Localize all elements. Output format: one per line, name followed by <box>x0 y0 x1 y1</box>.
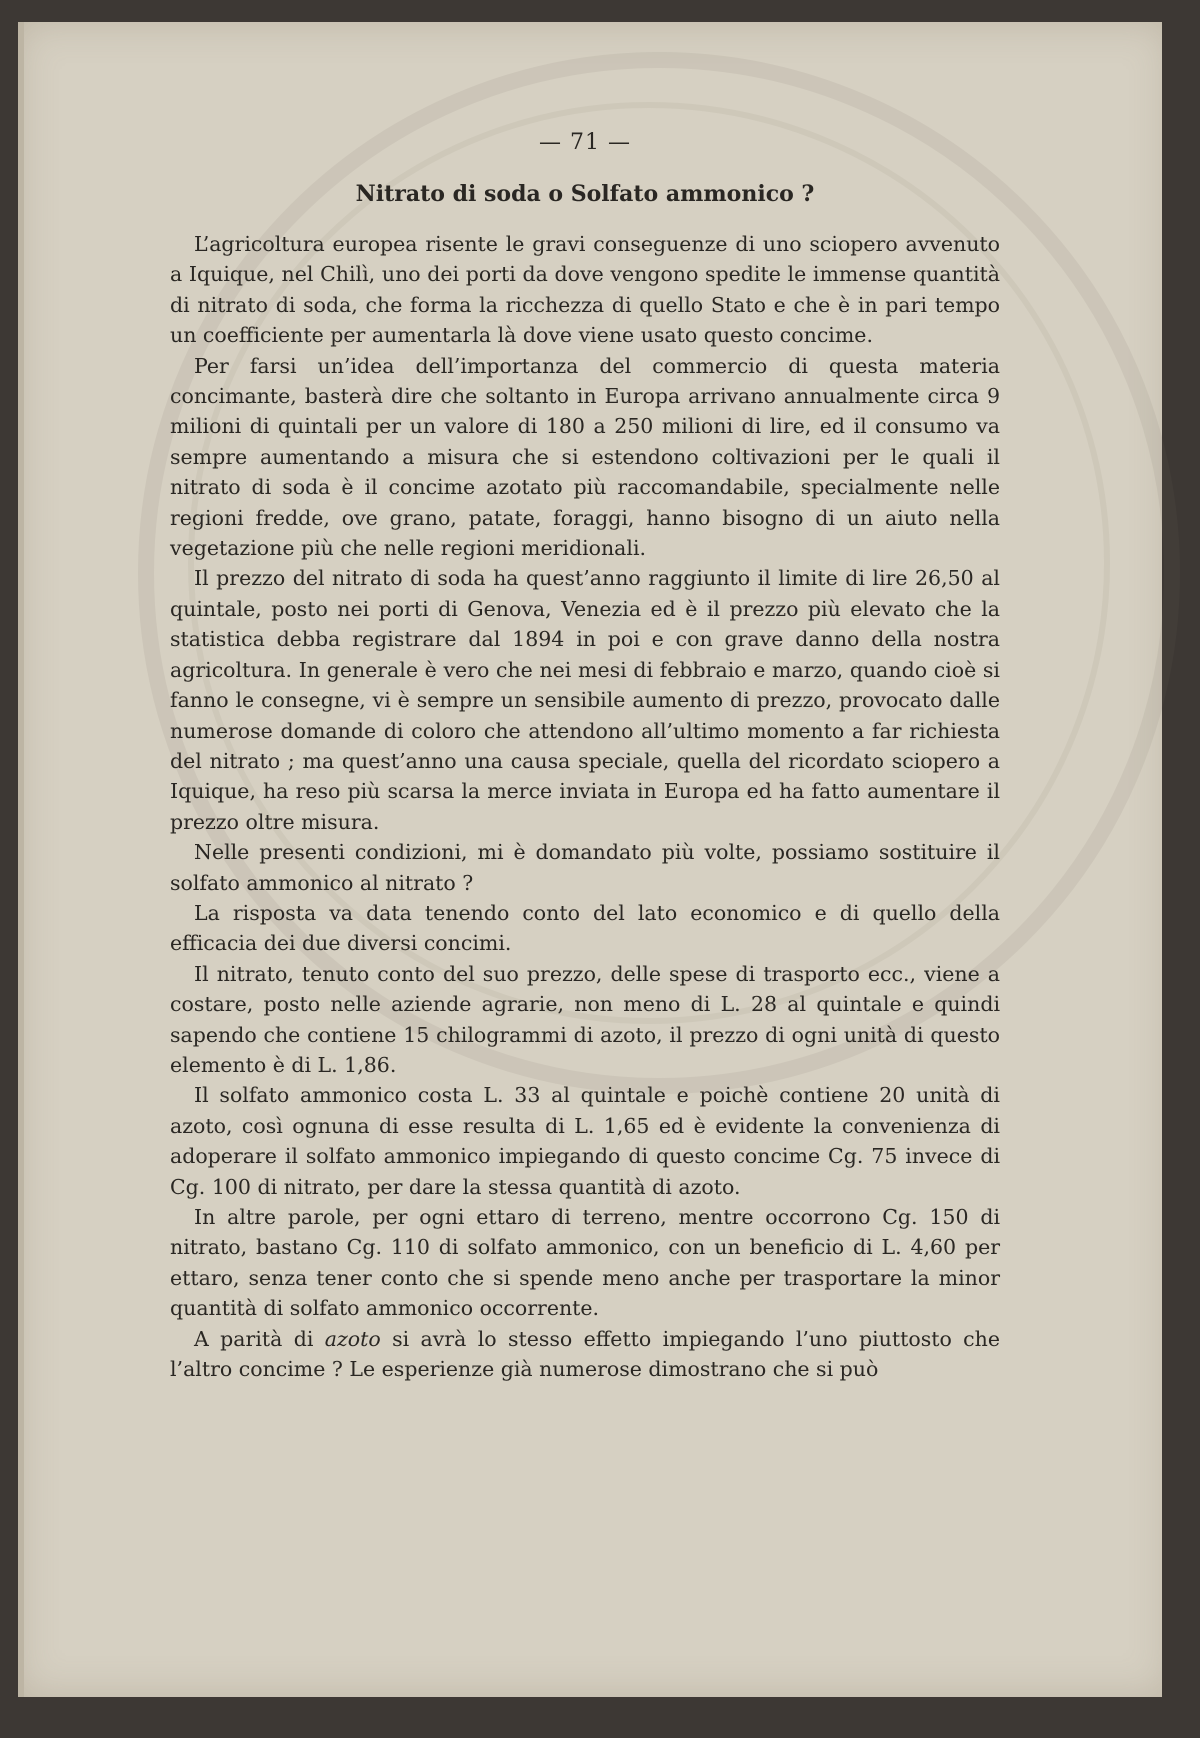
paragraph-8: In altre parole, per ogni ettaro di terreno, mentre occorrono Cg. 150 di nitrato, bastano Cg. 110 di solfato ammonico, con un beneficio di L. 4,60 per ettaro, senza tener conto che si spende meno anche per trasportare la minor quantità di solfato ammonico occorrente. <box>170 1205 1000 1321</box>
paragraph-1: L’agricoltura europea risente le gravi conseguenze di uno sciopero avvenuto a Iquique, nel Chilì, uno dei porti da dove vengono spedite le immense quantità di nitrato di soda, che forma la ricchezza di quello Stato e che è in pari tempo un coefficiente per aumentarla là dove viene usato questo concime. <box>170 232 1000 348</box>
article-title: Nitrato di soda o Solfato ammonico ? <box>355 181 815 207</box>
paragraph-7: Il solfato ammonico costa L. 33 al quintale e poichè contiene 20 unità di azoto, così ognuna di esse resulta di L. 1,65 ed è evidente la convenienza di adoperare il solfato ammonico impiegando di questo concime Cg. 75 invece di Cg. 100 di nitrato, per dare la stessa quantità di azoto. <box>170 1083 1000 1199</box>
paragraph-3: Il prezzo del nitrato di soda ha quest’anno raggiunto il limite di lire 26,50 al quintale, posto nei porti di Genova, Venezia ed è il prezzo più elevato che la statistica debba registrare dal 1894 in poi e con grave danno della nostra agricoltura. In generale è vero che nei mesi di febbraio e marzo, quando cioè si fanno le consegne, vi è sempre un sensibile aumento di prezzo, provocato dalle numerose domande di coloro che attendono all’ultimo momento a far richiesta del nitrato ; ma quest’anno una causa speciale, quella del ricordato sciopero a Iquique, ha reso più scarsa la merce inviata in Europa ed ha fatto aumentare il prezzo oltre misura. <box>170 566 1000 834</box>
paragraph-4: Nelle presenti condizioni, mi è domandato più volte, possiamo sostituire il solfato ammonico al nitrato ? <box>170 840 1000 895</box>
page-shadow-edge <box>1162 22 1170 1697</box>
page-number: — 71 — <box>539 130 631 155</box>
binding-edge <box>18 22 24 1697</box>
paper-sheet <box>18 22 1170 1697</box>
page-content <box>170 130 1000 1384</box>
paragraph-9 <box>170 1324 1000 1385</box>
paragraph-5: La risposta va data tenendo conto del lato economico e di quello della efficacia dei due diversi concimi. <box>170 900 1000 956</box>
paragraph-2: Per farsi un’idea dell’importanza del commercio di questa materia concimante, basterà dire che soltanto in Europa arrivano annualmente circa 9 milioni di quintali per un valore di 180 a 250 milioni di lire, ed il consumo va sempre aumentando a misura che si estendono coltivazioni per le quali il nitrato di soda è il concime azotato più raccomandabile, specialmente nelle regioni fredde, ove grano, patate, foraggi, hanno bisogno di un aiuto nella vegetazione più che nelle regioni meridionali. <box>170 353 1000 561</box>
paragraph-9-text-start: A parità di <box>194 1326 325 1351</box>
paragraph-6: Il nitrato, tenuto conto del suo prezzo, delle spese di trasporto ecc., viene a costare, posto nelle aziende agrarie, non meno di L. 28 al quintale e quindi sapendo che contiene 15 chilogrammi di azoto, il prezzo di ogni unità di questo elemento è di L. 1,86. <box>170 961 1000 1077</box>
paragraph-9-emphasis: azoto <box>324 1326 381 1351</box>
paragraph-9-text-end: si avrà lo stesso effetto impiegando l’uno piuttosto che l’altro concime ? Le esperienze già numerose dimostrano che si può <box>170 1326 1000 1382</box>
